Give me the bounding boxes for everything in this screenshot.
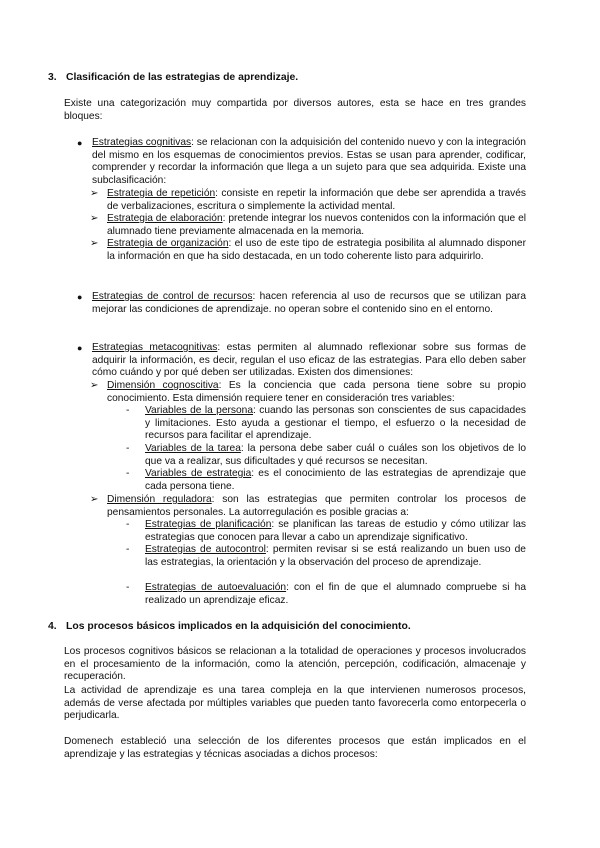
sub-elaboracion — [90, 213, 526, 238]
dash-bullet: - — [126, 544, 130, 555]
item-text: : permiten revisar si se está realizando un buen uso de las estrategias, la orientación y la observación del proceso de aprendizaje. — [145, 544, 526, 568]
dash-bullet: - — [126, 519, 130, 530]
section-3-intro: Existe una categorización muy compartida por diversos autores, esta se hace en tres grandes bloques: — [64, 98, 526, 122]
bullet-icon: ● — [77, 343, 83, 353]
item-term: Estrategias de autoevaluación — [145, 582, 287, 593]
item-planificacion — [126, 519, 526, 544]
item-autoevaluacion — [126, 582, 526, 607]
bullet-text: : estas permiten al alumnado reflexionar sobre sus formas de adquirir la información, es decir, regulan el uso eficaz de las estrategias. Para ello deben saber cómo cuándo y por qué deben ser utilizadas. Existen dos dimensiones: — [92, 342, 526, 379]
sub-organizacion — [90, 238, 526, 263]
item-text: : con el fin de que el alumnado compruebe si ha realizado un aprendizaje eficaz. — [145, 582, 526, 606]
item-text: : la persona debe saber cuál o cuáles son los objetivos de lo que va a realizar, sus dificultades y qué recursos se necesitan. — [145, 443, 527, 467]
item-variables-tarea — [126, 443, 527, 468]
section-3-number: 3. — [48, 72, 57, 83]
bullet-cognitive-strategies — [77, 137, 526, 187]
bullet-text: : hacen referencia al uso de recursos que se utilizan para mejorar las condiciones de aprendizaje. no operan sobre el contenido sino en el entorno. — [92, 291, 526, 315]
section-3-title: Clasificación de las estrategias de aprendizaje. — [66, 72, 299, 83]
sub-dimension-cognoscitiva — [90, 380, 526, 405]
arrow-bullet-icon: ➢ — [90, 494, 99, 505]
arrow-bullet-icon: ➢ — [90, 238, 99, 249]
item-text: : es el conocimiento de las estrategias de aprendizaje que cada persona tiene. — [145, 468, 526, 492]
dash-bullet: - — [126, 405, 130, 416]
sub-text: : son las estrategias que permiten controlar los procesos de pensamientos personales. La autorregulación es posible gracias a: — [107, 494, 527, 518]
item-variables-persona — [126, 405, 526, 443]
section-4-paragraph-1: Los procesos cognitivos básicos se relacionan a la totalidad de operaciones y procesos involucrados en el procesamiento de la información, como la atención, percepción, codificación, almacenaje y recuperación. — [64, 646, 526, 683]
sub-text: : pretende integrar los nuevos contenidos con la información que el alumnado tiene previamente almacenada en la memoria. — [107, 213, 526, 237]
sub-term: Estrategia de repetición — [107, 188, 216, 199]
sub-term: Dimensión reguladora — [107, 494, 212, 505]
bullet-term: Estrategias cognitivas — [92, 137, 192, 148]
bullet-text: : se relacionan con la adquisición del contenido nuevo y con la integración del mismo en los esquemas de conocimientos previos. Estas se usan para aprender, codificar, comprender y recordar la información que llega a un sujeto para que sea adquirida. Existe una subclasificación: — [92, 137, 526, 186]
item-autocontrol — [126, 544, 526, 569]
sub-term: Estrategia de elaboración — [107, 213, 223, 224]
bullet-icon: ● — [77, 138, 83, 148]
item-term: Variables de la tarea — [145, 443, 241, 454]
bullet-metacognitive-strategies — [77, 342, 526, 380]
sub-repeticion — [90, 188, 526, 213]
sub-term: Dimensión cognoscitiva — [107, 380, 219, 391]
sub-text: : consiste en repetir la información que debe ser aprendida a través de verbalizaciones, escritura o simplemente la actividad mental. — [107, 188, 526, 212]
section-4-paragraph-2: La actividad de aprendizaje es una tarea compleja en la que intervienen numerosos procesos, además de verse afectada por múltiples variables que pueden tanto favorecerla como entorpecerla o perjudicarla. — [64, 685, 526, 722]
bullet-term: Estrategias metacognitivas — [92, 342, 218, 353]
section-4-heading — [48, 621, 411, 634]
arrow-bullet-icon: ➢ — [90, 188, 99, 199]
section-4-number: 4. — [48, 621, 57, 632]
dash-bullet: - — [126, 443, 130, 454]
item-text: : se planifican las tareas de estudio y cómo utilizar las estrategias que conocen para llevar a cabo un aprendizaje significativo. — [145, 519, 526, 543]
item-variables-estrategia — [126, 468, 526, 493]
bullet-resource-control — [77, 291, 526, 316]
bullet-term: Estrategias de control de recursos — [92, 291, 253, 302]
dash-bullet: - — [126, 582, 130, 593]
bullet-icon: ● — [77, 292, 83, 302]
arrow-bullet-icon: ➢ — [90, 380, 99, 391]
item-text: : cuando las personas son conscientes de sus capacidades y limitaciones. Esto ayuda a gestionar el tiempo, el esfuerzo o la necesidad de recursos para facilitar el aprendizaje. — [145, 405, 526, 442]
sub-text: : Es la conciencia que cada persona tiene sobre su propio conocimiento. Esta dimensión requiere tener en consideración tres variables: — [107, 380, 526, 404]
item-term: Estrategias de planificación — [145, 519, 272, 530]
dash-bullet: - — [126, 468, 130, 479]
item-term: Variables de la persona — [145, 405, 253, 416]
item-term: Estrategias de autocontrol — [145, 544, 266, 555]
sub-dimension-reguladora — [90, 494, 527, 519]
arrow-bullet-icon: ➢ — [90, 213, 99, 224]
section-4-title: Los procesos básicos implicados en la adquisición del conocimiento. — [66, 621, 411, 632]
section-4-paragraph-3: Domenech estableció una selección de los diferentes procesos que están implicados en el aprendizaje y las estrategias y técnicas asociadas a dichos procesos: — [64, 736, 526, 760]
sub-term: Estrategia de organización — [107, 238, 229, 249]
section-3-heading — [48, 72, 298, 85]
item-term: Variables de estrategia — [145, 468, 252, 479]
sub-text: : el uso de este tipo de estrategia posibilita al alumnado disponer la información en que ha sido destacada, en un todo coherente listo para adquirirlo. — [107, 238, 526, 262]
